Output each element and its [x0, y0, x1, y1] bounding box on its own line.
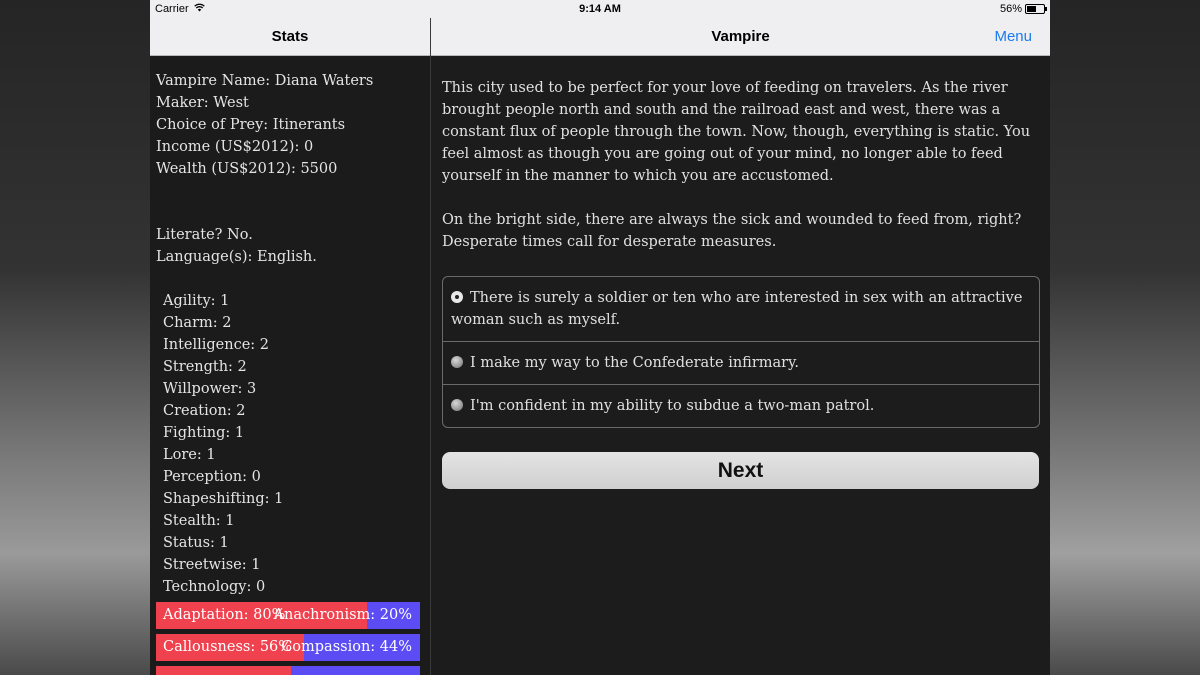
stat-income: Income (US$2012): 0	[156, 139, 314, 155]
stat-literate: Literate? No.	[156, 227, 253, 243]
stat-prey: Choice of Prey: Itinerants	[156, 117, 346, 133]
choice-option[interactable]	[443, 341, 1039, 384]
story-panel[interactable]	[431, 56, 1050, 675]
stats-title: Stats	[271, 28, 309, 45]
menu-button[interactable]: Menu	[994, 28, 1032, 45]
story-paragraph: This city used to be perfect for your love of feeding on travelers. As the river brought people north and south and the railroad east and west, there was a constant flux of people through the town. Now, though, everything is static. You feel almost as though you are going out of your mind, no longer able to feed yourself in the manner to which you are accustomed.	[442, 80, 1031, 184]
attribute-item: Lore: 1	[163, 447, 216, 463]
choice-list	[442, 276, 1040, 428]
opposed-stat-bar	[156, 634, 420, 661]
choice-label: There is surely a soldier or ten who are interested in sex with an attractive woman such as myself.	[451, 290, 1023, 328]
battery-percent: 56%	[999, 3, 1022, 15]
opposed-stat-bar	[156, 602, 420, 629]
choice-label: I'm confident in my ability to subdue a two-man patrol.	[470, 398, 875, 414]
stat-wealth: Wealth (US$2012): 5500	[156, 161, 338, 177]
game-title: Vampire	[711, 28, 770, 45]
opposed-stat-right-label: Anachronism: 20%	[273, 607, 412, 623]
radio-button[interactable]	[451, 399, 463, 411]
attribute-item: Perception: 0	[163, 469, 261, 485]
status-bar	[150, 0, 1050, 18]
attribute-item: Shapeshifting: 1	[163, 491, 284, 507]
next-button[interactable]: Next	[442, 452, 1039, 489]
opposed-stat-right-label: Compassion: 44%	[281, 639, 412, 655]
story-nav-bar	[431, 18, 1050, 56]
attribute-item: Charm: 2	[163, 315, 232, 331]
attribute-item: Stealth: 1	[163, 513, 235, 529]
stats-nav-bar	[150, 18, 430, 56]
attribute-item: Technology: 0	[163, 579, 266, 595]
attribute-item: Status: 1	[163, 535, 229, 551]
choice-option[interactable]	[443, 384, 1039, 427]
choice-label: I make my way to the Confederate infirmary.	[470, 355, 799, 371]
clock: 9:14 AM	[579, 3, 621, 15]
opposed-stat-left-label: Adaptation: 80%	[163, 607, 286, 623]
opposed-stat-bar	[156, 666, 420, 675]
attribute-item: Intelligence: 2	[163, 337, 270, 353]
story-paragraph: On the bright side, there are always the sick and wounded to feed from, right? Desperate times call for desperate measures.	[442, 212, 1022, 250]
attribute-item: Streetwise: 1	[163, 557, 261, 573]
stat-vampire-name: Vampire Name: Diana Waters	[156, 73, 374, 89]
radio-button[interactable]	[451, 356, 463, 368]
attribute-item: Willpower: 3	[163, 381, 257, 397]
stats-panel[interactable]	[150, 56, 430, 675]
opposed-stat-left-label: Callousness: 56%	[163, 639, 293, 655]
app-screen	[150, 0, 1050, 675]
attribute-item: Creation: 2	[163, 403, 246, 419]
choice-option[interactable]	[443, 277, 1039, 341]
attribute-item: Agility: 1	[163, 293, 230, 309]
carrier-label: Carrier	[155, 3, 189, 15]
background-right	[1050, 0, 1200, 675]
attribute-item: Fighting: 1	[163, 425, 245, 441]
battery-icon	[1025, 4, 1045, 14]
stat-maker: Maker: West	[156, 95, 249, 111]
opposed-stat-fill	[156, 666, 291, 675]
attribute-item: Strength: 2	[163, 359, 247, 375]
radio-button[interactable]	[451, 291, 463, 303]
background-left	[0, 0, 150, 675]
stat-languages: Language(s): English.	[156, 249, 317, 265]
